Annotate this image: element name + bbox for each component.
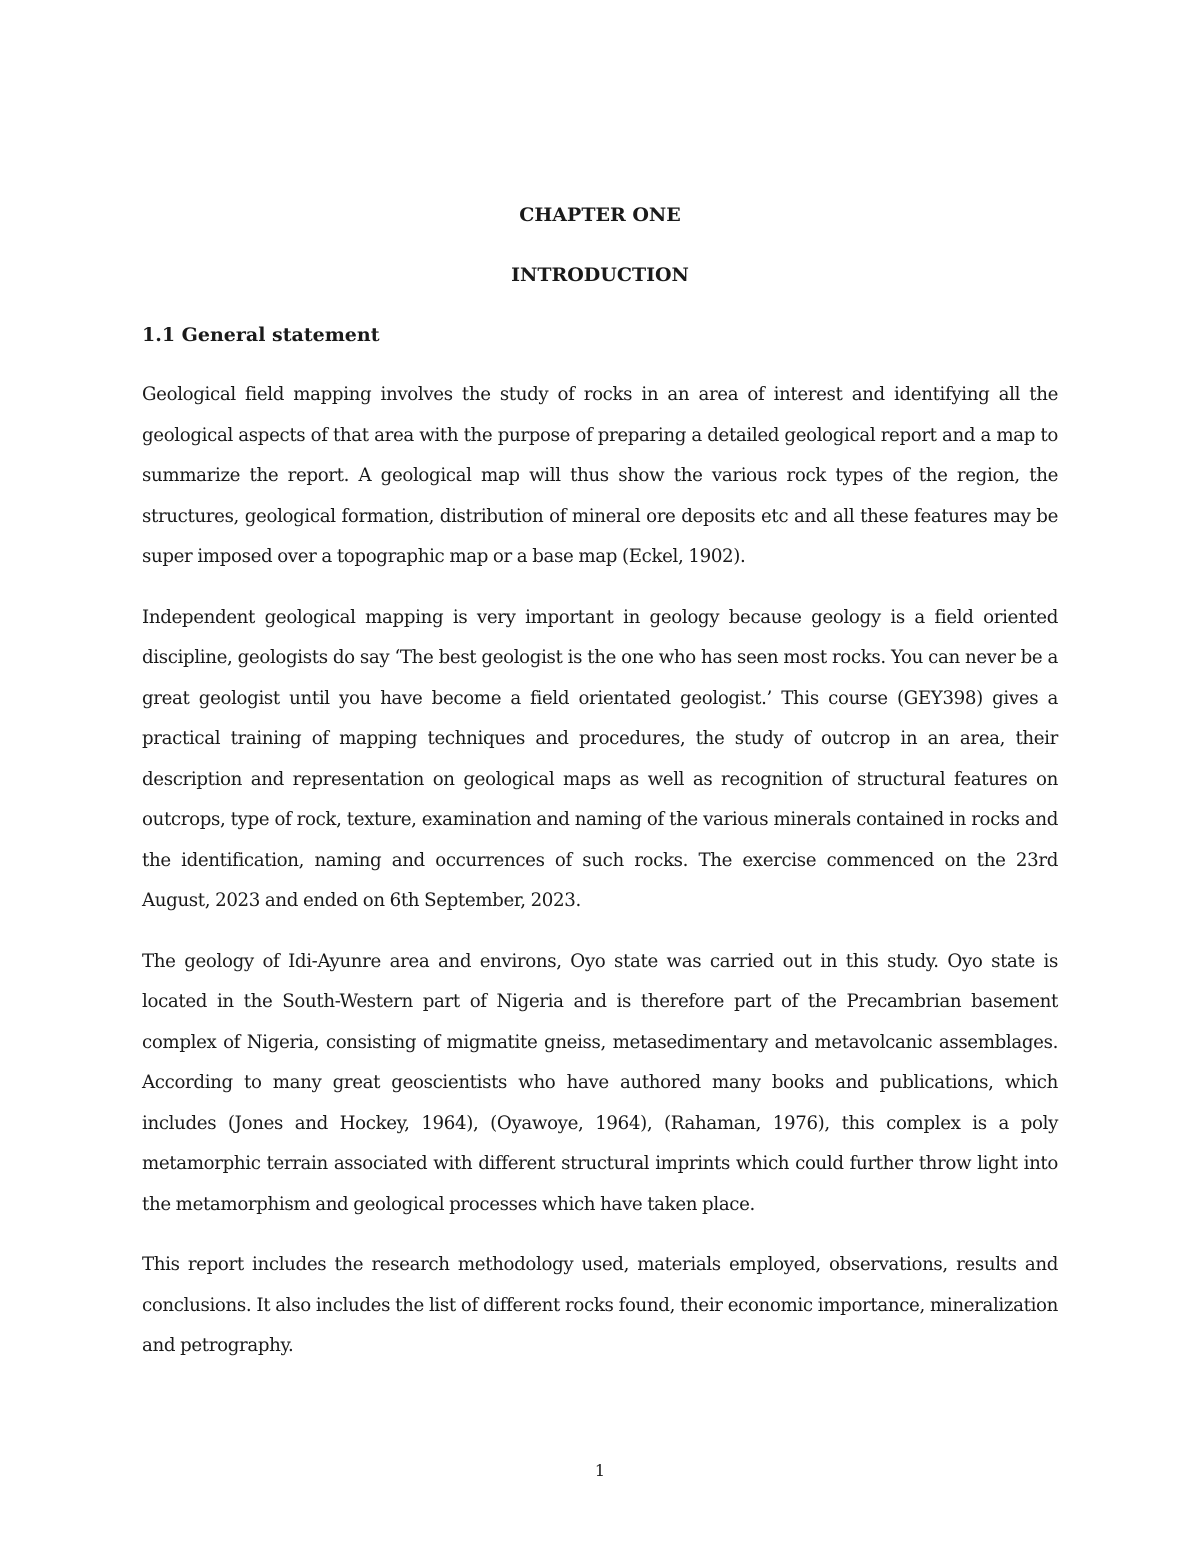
section-title: INTRODUCTION (511, 264, 689, 286)
subheading: 1.1 General statement (142, 324, 380, 346)
paragraph: This report includes the research methodology used, materials employed, observations, results and conclusions. It also includes the list of different rocks found, their economic importance, mineralization and petrography. (142, 1254, 1058, 1356)
page-number: 1 (594, 1461, 606, 1480)
paragraph: The geology of Idi-Ayunre area and environs, Oyo state was carried out in this study. Oyo state is located in the South-Western part of Nigeria and is therefore part of the Precambrian basement complex of Nigeria, consisting of migmatite gneiss, metasedimentary and metavolcanic assemblages. According to many great geoscientists who have authored many books and publications, which includes (Jones and Hockey, 1964), (Oyawoye, 1964), (Rahaman, 1976), this complex is a poly metamorphic terrain associated with different structural imprints which could further throw light into the metamorphism and geological processes which have taken place. (142, 950, 1058, 1215)
page-content (142, 195, 1058, 1387)
paragraph: Geological field mapping involves the study of rocks in an area of interest and identifying all the geological aspects of that area with the purpose of preparing a detailed geological report and a map to summarize the report. A geological map will thus show the various rock types of the region, the structures, geological formation, distribution of mineral ore deposits etc and all these features may be super imposed over a topographic map or a base map (Eckel, 1902). (142, 384, 1058, 567)
paragraph: Independent geological mapping is very important in geology because geology is a field oriented discipline, geologists do say ‘The best geologist is the one who has seen most rocks. You can never be a great geologist until you have become a field orientated geologist.’ This course (GEY398) gives a practical training of mapping techniques and procedures, the study of outcrop in an area, their description and representation on geological maps as well as recognition of structural features on outcrops, type of rock, texture, examination and naming of the various minerals contained in rocks and the identification, naming and occurrences of such rocks. The exercise commenced on the 23rd August, 2023 and ended on 6th September, 2023. (142, 606, 1058, 911)
chapter-title: CHAPTER ONE (519, 204, 681, 226)
